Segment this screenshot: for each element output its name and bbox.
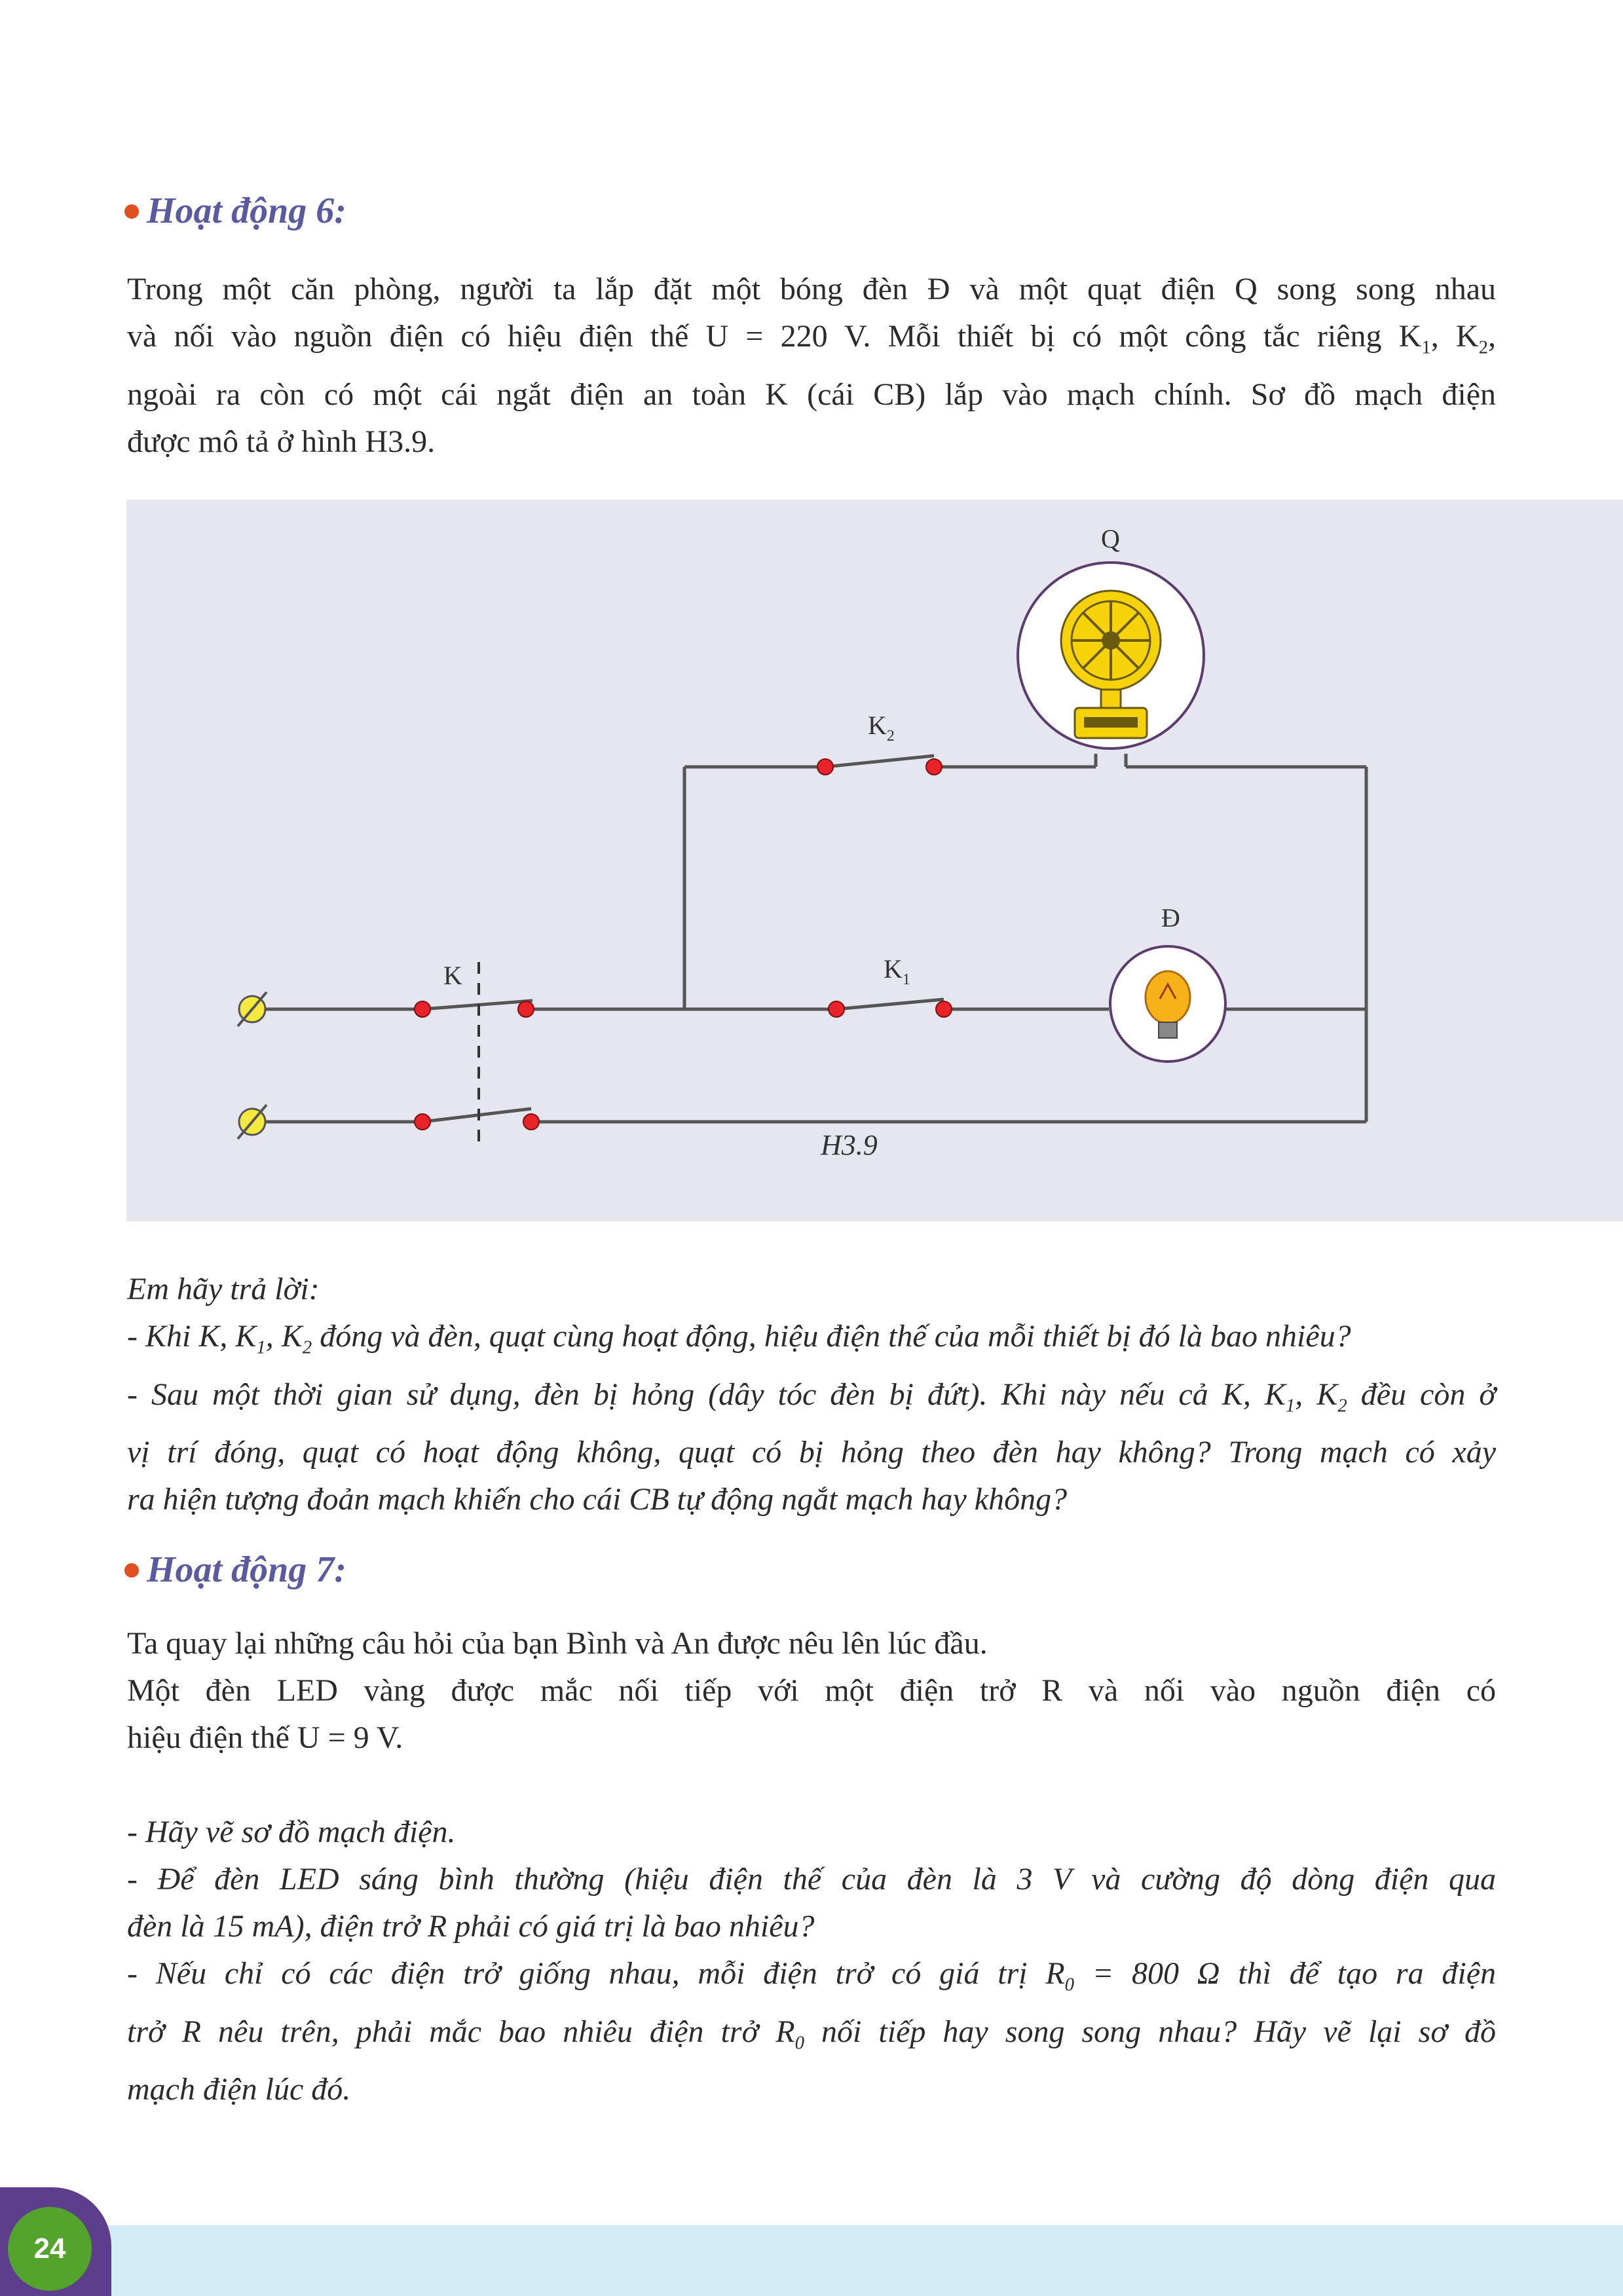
question-2-line-3: ra hiện tượng đoản mạch khiến cho cái CB tự động ngắt mạch hay không?: [127, 1482, 1068, 1517]
para-line-3: ngoài ra còn có một cái ngắt điện an toàn K (cái CB) lắp vào mạch chính. Sơ đồ mạch điện: [127, 377, 1496, 412]
label-k: K: [443, 961, 462, 990]
task-3-line-1: - Nếu chỉ có các điện trở giống nhau, mỗi điện trở có giá trị $R_0 = 800$ Ω thì để tạo ra điện: [127, 1956, 1497, 1995]
para-line-2: và nối vào nguồn điện có hiệu điện thế U = 220 V. Mỗi thiết bị có một công tắc riêng $K_1$, $K_2$,: [127, 319, 1496, 358]
task-2-line-2: đèn là 15 mA), điện trở R phải có giá trị là bao nhiêu?: [127, 1909, 815, 1944]
a7-line-1: Ta quay lại những câu hỏi của bạn Bình và An được nêu lên lúc đầu.: [127, 1626, 988, 1661]
label-d: Đ: [1161, 903, 1180, 933]
label-k2: $K_2$: [868, 711, 895, 745]
activity-6-title: Hoạt động 6:: [147, 191, 346, 231]
label-k1: $K_1$: [884, 954, 910, 988]
page-number: 24: [8, 2207, 92, 2291]
a7-line-2: Một đèn LED vàng được mắc nối tiếp với một điện trở R và nối vào nguồn điện có: [127, 1673, 1496, 1708]
activity-7-heading: [124, 1549, 346, 1591]
activity-7-title: Hoạt động 7:: [147, 1549, 346, 1590]
task-3-line-3: mạch điện lúc đó.: [127, 2072, 351, 2107]
task-1: - Hãy vẽ sơ đồ mạch điện.: [127, 1815, 456, 1849]
question-2-line-1: - Sau một thời gian sử dụng, đèn bị hỏng (dây tóc đèn bị đứt). Khi này nếu cả K, $K_1$, $K_2$ đều còn ở: [127, 1377, 1497, 1416]
task-3-line-2: trở R nêu trên, phải mắc bao nhiêu điện trở $R_0$ nối tiếp hay song song nhau? Hãy vẽ lại sơ đồ: [127, 2014, 1496, 2054]
question-2-line-2: vị trí đóng, quạt có hoạt động không, quạt có bị hỏng theo đèn hay không? Trong mạch có xảy: [127, 1435, 1496, 1470]
bullet-icon: [124, 204, 139, 219]
activity-6-questions: [127, 1266, 1496, 1523]
para-line-4: được mô tả ở hình H3.9.: [127, 424, 436, 459]
a7-line-3: hiệu điện thế U = 9 V.: [127, 1720, 403, 1755]
terminal-bottom: [238, 1105, 267, 1139]
question-1: - Khi K, $K_1$, $K_2$ đóng và đèn, quạt cùng hoạt động, hiệu điện thế của mỗi thiết bị đó là bao nhiêu?: [127, 1319, 1351, 1358]
circuit-diagram: [126, 500, 1623, 1221]
task-2-line-1: - Để đèn LED sáng bình thường (hiệu điện thế của đèn là 3 V và cường độ dòng điện qua: [127, 1862, 1496, 1897]
fan-icon: [1018, 563, 1204, 749]
footer-bar: [98, 2225, 1623, 2296]
label-q: Q: [1101, 524, 1120, 553]
para-line-1: Trong một căn phòng, người ta lắp đặt một bóng đèn Đ và một quạt điện Q song song nhau: [127, 272, 1496, 306]
bullet-icon: [124, 1563, 139, 1578]
activity-7-paragraph: [127, 1620, 1496, 1762]
activity-6-heading: [124, 190, 346, 232]
bulb-icon: [1110, 946, 1225, 1062]
terminal-top: [238, 992, 267, 1026]
figure-caption: H3.9: [821, 1129, 878, 1161]
activity-6-paragraph: [127, 266, 1496, 466]
circuit-figure: [126, 500, 1623, 1221]
question-intro: Em hãy trả lời:: [127, 1272, 320, 1306]
activity-7-tasks: [127, 1809, 1496, 2113]
